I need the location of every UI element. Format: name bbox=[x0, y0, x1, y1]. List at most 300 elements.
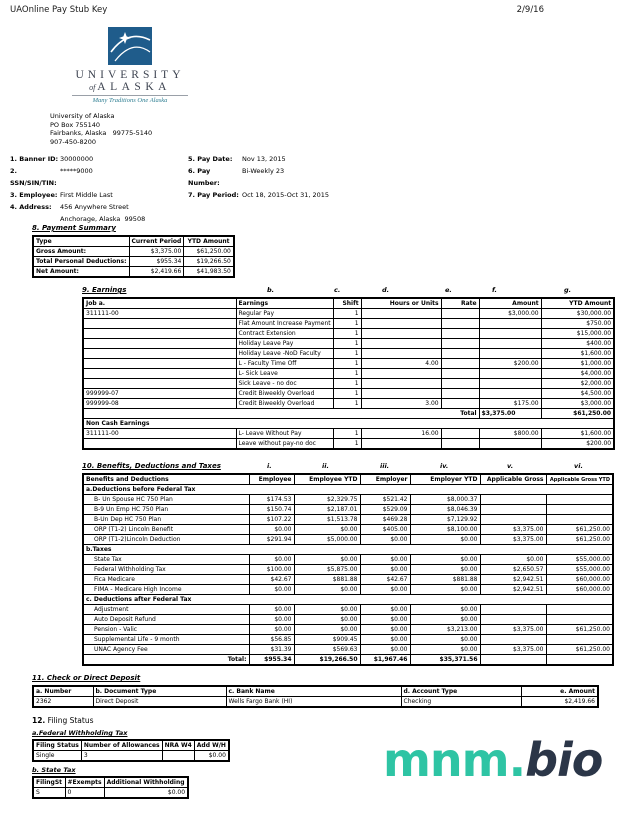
column-letter: b. bbox=[267, 286, 275, 294]
table-cell: $2,000.00 bbox=[541, 379, 614, 389]
payment-summary-header bbox=[32, 224, 622, 235]
table-cell: $2,419.66 bbox=[129, 267, 184, 278]
table-cell bbox=[441, 359, 479, 369]
table-row bbox=[83, 369, 614, 379]
table-cell: 0 bbox=[65, 788, 104, 799]
table-cell: $0.00 bbox=[410, 635, 480, 645]
table-cell: $61,250.00 bbox=[546, 625, 613, 635]
table-cell bbox=[546, 505, 613, 515]
field-value: 30000000 bbox=[60, 155, 94, 163]
table-cell: $5,875.00 bbox=[294, 565, 360, 575]
column-letter: c. bbox=[334, 286, 341, 294]
section-label-row bbox=[83, 485, 613, 495]
table-row bbox=[83, 399, 614, 409]
table-cell: 1 bbox=[333, 349, 361, 359]
table-cell: $1,000.00 bbox=[541, 359, 614, 369]
total-ytd-amount: $61,250.00 bbox=[541, 409, 614, 419]
column-numeral: ii. bbox=[322, 462, 329, 470]
table-cell: $0.00 bbox=[360, 585, 410, 595]
table-cell: B-9 Un Emp HC 750 Plan bbox=[83, 505, 249, 515]
table-cell bbox=[480, 515, 546, 525]
table-row bbox=[83, 359, 614, 369]
table-cell: $56.85 bbox=[249, 635, 294, 645]
table-row bbox=[33, 697, 598, 708]
table-cell bbox=[479, 319, 541, 329]
earnings-section bbox=[82, 286, 622, 450]
table-cell: $8,046.39 bbox=[410, 505, 480, 515]
table-cell: 1 bbox=[333, 439, 361, 450]
table-cell: Regular Pay bbox=[236, 309, 333, 319]
university-address-block bbox=[50, 112, 622, 146]
table-cell: $405.00 bbox=[360, 525, 410, 535]
table-cell: $0.00 bbox=[249, 555, 294, 565]
table-cell: $0.00 bbox=[410, 645, 480, 655]
column-header: Number of Allowances bbox=[81, 740, 162, 751]
table-row bbox=[83, 329, 614, 339]
section-label-row bbox=[83, 595, 613, 605]
direct-deposit-section bbox=[32, 674, 622, 708]
table-cell bbox=[480, 495, 546, 505]
table-cell: $0.00 bbox=[294, 585, 360, 595]
table-row bbox=[83, 505, 613, 515]
table-row bbox=[33, 247, 234, 257]
table-cell bbox=[441, 399, 479, 409]
table-cell: 16.00 bbox=[361, 429, 441, 439]
table-cell: Direct Deposit bbox=[93, 697, 226, 708]
table-cell: Flat Amount Increase Payment bbox=[236, 319, 333, 329]
column-header: Filing Status bbox=[33, 740, 81, 751]
table-cell: $800.00 bbox=[479, 429, 541, 439]
federal-withholding-table bbox=[32, 739, 230, 762]
column-header: Add W/H bbox=[194, 740, 229, 751]
table-row bbox=[33, 257, 234, 267]
table-cell bbox=[441, 439, 479, 450]
table-cell: Credit Biweekly Overload bbox=[236, 399, 333, 409]
column-header: b. Document Type bbox=[93, 686, 226, 697]
column-header: Rate bbox=[441, 298, 479, 309]
table-cell: $521.42 bbox=[360, 495, 410, 505]
field-label: 3. Employee: bbox=[10, 191, 58, 199]
field-label: 5. Pay Date: bbox=[188, 155, 233, 163]
column-numeral: v. bbox=[507, 462, 514, 470]
table-cell: $61,250.00 bbox=[546, 525, 613, 535]
column-header: YTD Amount bbox=[184, 236, 234, 247]
table-cell: $0.00 bbox=[294, 605, 360, 615]
table-cell: 3 bbox=[81, 751, 162, 762]
table-header-row bbox=[83, 298, 614, 309]
table-cell: 311111-00 bbox=[83, 429, 236, 439]
table-row bbox=[83, 495, 613, 505]
federal-withholding-title: a.Federal Withholding Tax bbox=[32, 729, 128, 737]
column-letter: f. bbox=[492, 286, 497, 294]
table-cell bbox=[480, 635, 546, 645]
university-logo-block bbox=[55, 27, 205, 104]
table-header-row bbox=[33, 740, 229, 751]
table-row bbox=[83, 309, 614, 319]
column-header: Benefits and Deductions bbox=[83, 474, 249, 485]
table-cell: $60,000.00 bbox=[546, 585, 613, 595]
table-cell: $5,000.00 bbox=[294, 535, 360, 545]
table-cell: $0.00 bbox=[294, 525, 360, 535]
table-cell bbox=[441, 309, 479, 319]
total-employee: $955.34 bbox=[249, 655, 294, 666]
table-cell: UNAC Agency Fee bbox=[83, 645, 249, 655]
total-employer-ytd: $35,371.56 bbox=[410, 655, 480, 666]
direct-deposit-header bbox=[32, 674, 622, 685]
table-cell: $61,250.00 bbox=[546, 535, 613, 545]
table-row bbox=[83, 429, 614, 439]
table-cell bbox=[441, 329, 479, 339]
table-cell: Holiday Leave -NoD Faculty bbox=[236, 349, 333, 359]
table-cell: $150.74 bbox=[249, 505, 294, 515]
table-cell: $61,250.00 bbox=[546, 645, 613, 655]
table-cell: $0.00 bbox=[410, 565, 480, 575]
column-letter: e. bbox=[445, 286, 452, 294]
table-cell: Leave without pay-no doc bbox=[236, 439, 333, 450]
table-cell: $0.00 bbox=[104, 788, 188, 799]
column-header: YTD Amount bbox=[541, 298, 614, 309]
table-cell: $1,600.00 bbox=[541, 429, 614, 439]
address-line: PO Box 755140 bbox=[50, 120, 101, 129]
table-cell: $0.00 bbox=[480, 555, 546, 565]
total-label: Total: bbox=[83, 655, 249, 666]
column-header: Additional Withholding bbox=[104, 777, 188, 788]
table-row bbox=[33, 267, 234, 278]
table-cell: L- Leave Without Pay bbox=[236, 429, 333, 439]
non-cash-earnings-label: Non Cash Earnings bbox=[83, 419, 614, 429]
empty-cell bbox=[546, 655, 613, 666]
table-cell: S bbox=[33, 788, 65, 799]
column-numeral: iii. bbox=[380, 462, 390, 470]
table-cell bbox=[83, 439, 236, 450]
table-cell: $0.00 bbox=[360, 645, 410, 655]
table-cell: 1 bbox=[333, 309, 361, 319]
table-cell: 1 bbox=[333, 369, 361, 379]
table-cell: $61,250.00 bbox=[184, 247, 234, 257]
table-cell bbox=[162, 751, 194, 762]
field-pay-date bbox=[188, 153, 329, 165]
column-header: Job a. bbox=[83, 298, 236, 309]
section-title: 10. Benefits, Deductions and Taxes bbox=[82, 462, 221, 470]
column-numeral: vi. bbox=[574, 462, 583, 470]
table-cell bbox=[441, 369, 479, 379]
table-cell: $3,375.00 bbox=[480, 535, 546, 545]
table-cell: B- Un Spouse HC 750 Plan bbox=[83, 495, 249, 505]
table-cell: $107.22 bbox=[249, 515, 294, 525]
non-cash-earnings-row bbox=[83, 419, 614, 429]
table-cell: $2,187.01 bbox=[294, 505, 360, 515]
table-cell bbox=[546, 605, 613, 615]
table-cell: Total Personal Deductions: bbox=[33, 257, 129, 267]
field-label: 2. SSN/SIN/TIN: bbox=[10, 167, 57, 187]
table-row bbox=[83, 575, 613, 585]
table-cell: $2,650.57 bbox=[480, 565, 546, 575]
table-cell bbox=[441, 349, 479, 359]
table-cell bbox=[479, 369, 541, 379]
fields-right-column bbox=[188, 153, 329, 201]
column-header: Type bbox=[33, 236, 129, 247]
table-cell: 2362 bbox=[33, 697, 93, 708]
table-cell: $30,000.00 bbox=[541, 309, 614, 319]
direct-deposit-table bbox=[32, 685, 599, 708]
table-cell: $0.00 bbox=[249, 585, 294, 595]
table-cell: 1 bbox=[333, 329, 361, 339]
total-amount: $3,375.00 bbox=[479, 409, 541, 419]
table-cell: Federal Withholding Tax bbox=[83, 565, 249, 575]
table-cell: $291.94 bbox=[249, 535, 294, 545]
table-cell: $19,266.50 bbox=[184, 257, 234, 267]
state-tax-table bbox=[32, 776, 189, 799]
document-date: 2/9/16 bbox=[516, 5, 544, 15]
table-cell bbox=[480, 505, 546, 515]
section-label: c. Deductions after Federal Tax bbox=[83, 595, 613, 605]
table-cell bbox=[479, 439, 541, 450]
watermark-bio: bio bbox=[525, 733, 603, 787]
table-cell: 311111-00 bbox=[83, 309, 236, 319]
table-cell: ORP (T1-2)Lincoln Deduction bbox=[83, 535, 249, 545]
table-cell: Pension - Valic bbox=[83, 625, 249, 635]
table-row bbox=[83, 635, 613, 645]
table-cell: 1 bbox=[333, 429, 361, 439]
column-header: FilingSt bbox=[33, 777, 65, 788]
table-cell bbox=[83, 339, 236, 349]
table-cell bbox=[83, 349, 236, 359]
field-label: 6. Pay Number: bbox=[188, 167, 220, 187]
table-cell bbox=[479, 389, 541, 399]
column-header: Employer bbox=[360, 474, 410, 485]
payment-summary-section bbox=[32, 224, 622, 278]
table-row bbox=[33, 788, 188, 799]
table-cell: $955.34 bbox=[129, 257, 184, 267]
field-address bbox=[10, 201, 622, 213]
table-cell: $0.00 bbox=[360, 535, 410, 545]
column-header: Hours or Units bbox=[361, 298, 441, 309]
table-cell bbox=[361, 439, 441, 450]
section-label-row bbox=[83, 545, 613, 555]
table-cell: Single bbox=[33, 751, 81, 762]
filing-status-number: 12. bbox=[32, 716, 46, 725]
table-cell bbox=[479, 339, 541, 349]
wordmark-alaska: ALASKA bbox=[97, 81, 171, 93]
column-header: Employer YTD bbox=[410, 474, 480, 485]
total-employer: $1,967.46 bbox=[360, 655, 410, 666]
column-header: Employee YTD bbox=[294, 474, 360, 485]
column-numeral: iv. bbox=[440, 462, 449, 470]
mnm-bio-watermark bbox=[383, 733, 602, 787]
column-header: NRA W4 bbox=[162, 740, 194, 751]
table-cell: $0.00 bbox=[410, 605, 480, 615]
table-cell: 3.00 bbox=[361, 399, 441, 409]
table-cell bbox=[546, 615, 613, 625]
table-cell bbox=[361, 309, 441, 319]
table-cell: Credit Biweekly Overload bbox=[236, 389, 333, 399]
table-row bbox=[83, 565, 613, 575]
university-wordmark-line2 bbox=[55, 81, 205, 93]
column-header: Earnings bbox=[236, 298, 333, 309]
earnings-total-row bbox=[83, 409, 614, 419]
table-cell: L- Sick Leave bbox=[236, 369, 333, 379]
table-cell: $3,213.00 bbox=[410, 625, 480, 635]
table-cell: $3,375.00 bbox=[480, 525, 546, 535]
table-cell bbox=[361, 379, 441, 389]
table-cell bbox=[361, 339, 441, 349]
table-cell bbox=[546, 515, 613, 525]
table-cell: Auto Deposit Refund bbox=[83, 615, 249, 625]
table-cell: $3,375.00 bbox=[480, 625, 546, 635]
table-row bbox=[83, 349, 614, 359]
column-letter: d. bbox=[382, 286, 390, 294]
table-header-row bbox=[33, 777, 188, 788]
table-cell: 1 bbox=[333, 399, 361, 409]
table-cell: $175.00 bbox=[479, 399, 541, 409]
table-cell: $569.63 bbox=[294, 645, 360, 655]
column-header: Shift bbox=[333, 298, 361, 309]
table-header-row bbox=[33, 686, 598, 697]
table-cell: $469.28 bbox=[360, 515, 410, 525]
section-label: a.Deductions before Federal Tax bbox=[83, 485, 613, 495]
column-header: Current Period bbox=[129, 236, 184, 247]
table-cell: ORP (T1-2) Lincoln Benefit bbox=[83, 525, 249, 535]
table-cell: $0.00 bbox=[410, 615, 480, 625]
table-cell: $0.00 bbox=[360, 625, 410, 635]
table-cell: $15,000.00 bbox=[541, 329, 614, 339]
table-cell bbox=[480, 615, 546, 625]
benefits-deductions-table bbox=[82, 473, 614, 666]
column-letter: g. bbox=[564, 286, 572, 294]
table-cell: $881.88 bbox=[410, 575, 480, 585]
table-cell: $3,000.00 bbox=[479, 309, 541, 319]
table-cell: $100.00 bbox=[249, 565, 294, 575]
field-value: Bi-Weekly 23 bbox=[242, 167, 285, 175]
table-row bbox=[33, 751, 229, 762]
table-cell: $2,942.51 bbox=[480, 575, 546, 585]
total-label: Total bbox=[83, 409, 479, 419]
table-row bbox=[83, 585, 613, 595]
column-numeral: i. bbox=[267, 462, 272, 470]
address-line: 907-450-8200 bbox=[50, 137, 97, 146]
table-cell: $0.00 bbox=[360, 555, 410, 565]
table-row bbox=[83, 605, 613, 615]
table-cell: $55,000.00 bbox=[546, 555, 613, 565]
table-cell: $0.00 bbox=[360, 605, 410, 615]
payment-summary-table bbox=[32, 235, 235, 278]
table-cell: $529.09 bbox=[360, 505, 410, 515]
table-cell: $0.00 bbox=[294, 625, 360, 635]
table-cell: State Tax bbox=[83, 555, 249, 565]
table-cell: $0.00 bbox=[249, 605, 294, 615]
table-cell bbox=[83, 319, 236, 329]
table-cell: 1 bbox=[333, 319, 361, 329]
table-cell: Adjustment bbox=[83, 605, 249, 615]
table-cell: $0.00 bbox=[194, 751, 229, 762]
university-of-alaska-logo-icon bbox=[108, 27, 152, 65]
address-line: Fairbanks, Alaska 99775-5140 bbox=[50, 129, 153, 137]
field-label: 7. Pay Period: bbox=[188, 191, 239, 199]
table-cell: $1,513.78 bbox=[294, 515, 360, 525]
table-cell: Gross Amount: bbox=[33, 247, 129, 257]
table-cell: Holiday Leave Pay bbox=[236, 339, 333, 349]
table-cell: $200.00 bbox=[479, 359, 541, 369]
table-cell bbox=[361, 349, 441, 359]
table-cell: $400.00 bbox=[541, 339, 614, 349]
field-label: 1. Banner ID: bbox=[10, 155, 59, 163]
table-cell: $0.00 bbox=[360, 635, 410, 645]
table-cell bbox=[441, 379, 479, 389]
table-cell bbox=[441, 389, 479, 399]
table-cell: $0.00 bbox=[410, 555, 480, 565]
table-row bbox=[83, 555, 613, 565]
table-cell bbox=[441, 319, 479, 329]
address-line: University of Alaska bbox=[50, 112, 115, 120]
filing-status-title bbox=[32, 716, 622, 725]
section-title: 8. Payment Summary bbox=[32, 224, 116, 232]
table-cell: $42.67 bbox=[360, 575, 410, 585]
column-header: Amount bbox=[479, 298, 541, 309]
field-value: First Middle Last bbox=[60, 191, 113, 199]
table-row bbox=[83, 515, 613, 525]
benefits-deductions-section bbox=[82, 462, 622, 666]
table-cell: $3,000.00 bbox=[541, 399, 614, 409]
table-cell: $3,375.00 bbox=[480, 645, 546, 655]
table-cell: $0.00 bbox=[249, 525, 294, 535]
table-row bbox=[83, 645, 613, 655]
table-cell: $881.88 bbox=[294, 575, 360, 585]
benefits-total-row bbox=[83, 655, 613, 666]
table-cell: 4.00 bbox=[361, 359, 441, 369]
earnings-table bbox=[82, 297, 615, 450]
table-cell bbox=[546, 635, 613, 645]
table-cell: $7,129.92 bbox=[410, 515, 480, 525]
table-cell: L - Faculty Time Off bbox=[236, 359, 333, 369]
table-cell bbox=[83, 379, 236, 389]
table-cell bbox=[361, 329, 441, 339]
table-cell: $0.00 bbox=[360, 615, 410, 625]
table-cell: B-Un Dep HC 750 Plan bbox=[83, 515, 249, 525]
employee-fields bbox=[10, 153, 622, 223]
table-cell: Supplemental Life - 9 month bbox=[83, 635, 249, 645]
table-cell: $3,375.00 bbox=[129, 247, 184, 257]
wordmark-of: of bbox=[89, 83, 96, 92]
field-value: Nov 13, 2015 bbox=[242, 155, 286, 163]
table-row bbox=[83, 319, 614, 329]
table-cell: $0.00 bbox=[360, 565, 410, 575]
table-cell: 1 bbox=[333, 389, 361, 399]
table-cell: Wells Fargo Bank (HI) bbox=[226, 697, 401, 708]
table-header-row bbox=[83, 474, 613, 485]
table-row bbox=[83, 379, 614, 389]
table-cell: $8,000.37 bbox=[410, 495, 480, 505]
table-cell bbox=[480, 605, 546, 615]
table-row bbox=[83, 535, 613, 545]
table-cell: $0.00 bbox=[410, 585, 480, 595]
document-title: UAOnline Pay Stub Key bbox=[10, 5, 108, 15]
table-header-row bbox=[33, 236, 234, 247]
table-row bbox=[83, 525, 613, 535]
table-cell bbox=[479, 379, 541, 389]
table-cell bbox=[83, 369, 236, 379]
table-cell: 999999-07 bbox=[83, 389, 236, 399]
table-cell: Contract Extension bbox=[236, 329, 333, 339]
table-cell: Net Amount: bbox=[33, 267, 129, 278]
table-cell: $60,000.00 bbox=[546, 575, 613, 585]
table-cell: $0.00 bbox=[294, 555, 360, 565]
section-title: 11. Check or Direct Deposit bbox=[32, 674, 141, 682]
field-value: 456 Anywhere Street bbox=[60, 203, 129, 211]
table-cell: $174.53 bbox=[249, 495, 294, 505]
table-cell: Sick Leave - no doc bbox=[236, 379, 333, 389]
table-cell bbox=[441, 429, 479, 439]
table-cell bbox=[441, 339, 479, 349]
